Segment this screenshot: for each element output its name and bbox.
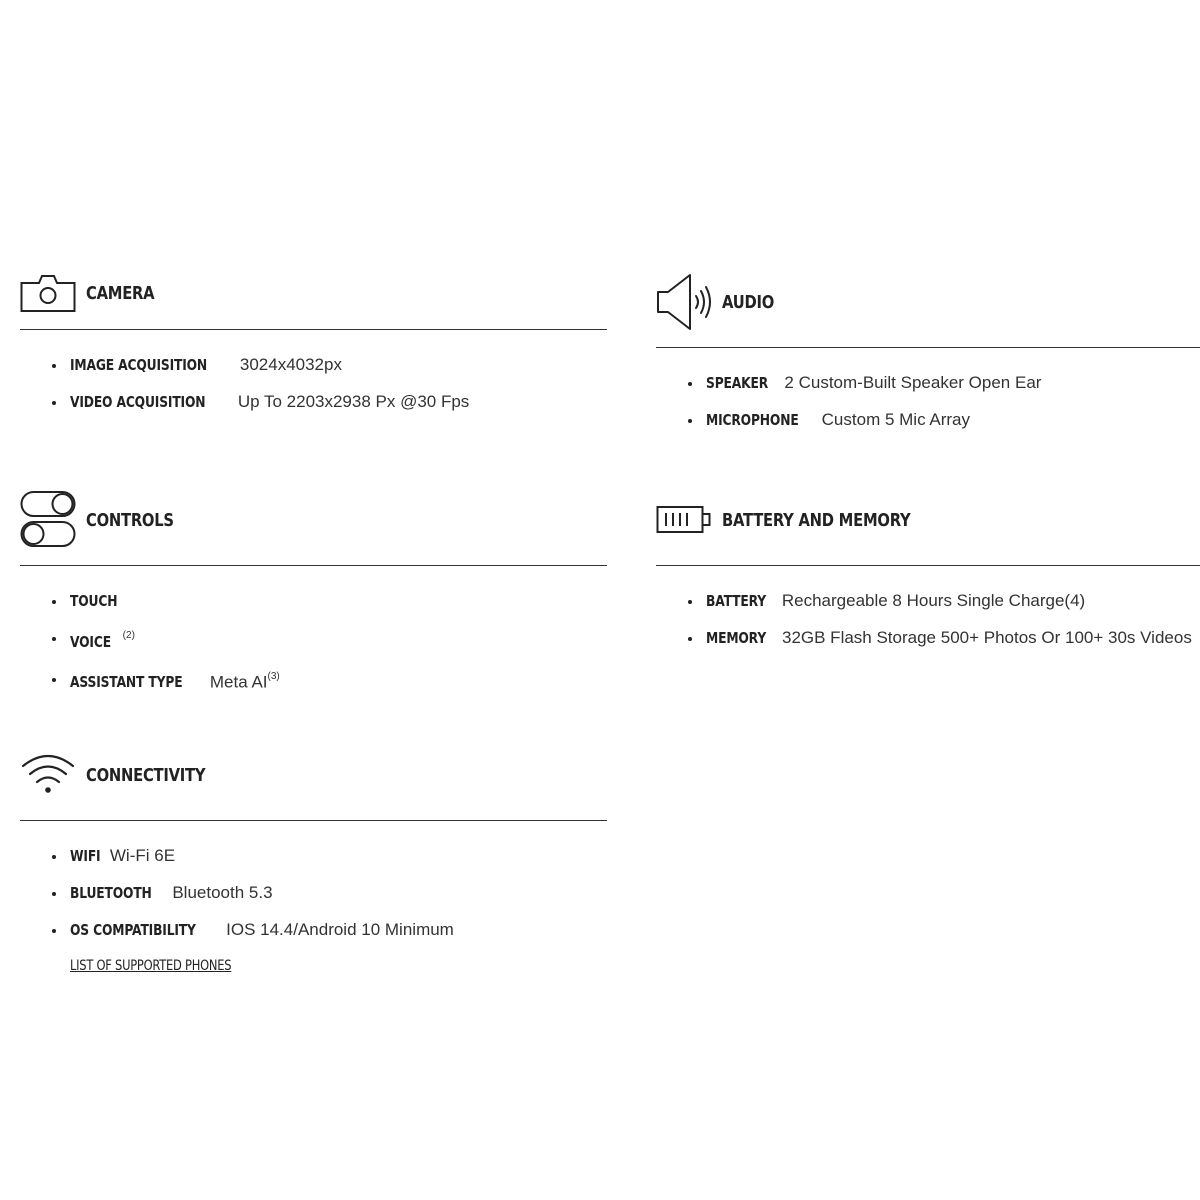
speaker-icon (656, 272, 712, 332)
spec-value: Meta AI (209, 672, 268, 692)
list-item (656, 591, 1200, 611)
connectivity-section (20, 752, 607, 940)
audio-section (656, 272, 1200, 430)
spec-label: VOICE (70, 632, 111, 651)
battery-icon (656, 504, 712, 536)
spec-label: OS COMPATIBILITY (70, 921, 196, 939)
spec-value: 3024x4032px (239, 355, 342, 374)
section-title: CONNECTIVITY (86, 764, 206, 786)
list-item (20, 846, 607, 866)
spec-label: ASSISTANT TYPE (70, 673, 183, 692)
spec-value: IOS 14.4/Android 10 Minimum (226, 920, 454, 939)
camera-icon (20, 273, 76, 313)
spec-value: Bluetooth 5.3 (172, 883, 273, 902)
spec-value: 2 Custom-Built Speaker Open Ear (784, 373, 1042, 392)
list-item (656, 628, 1200, 648)
section-title: BATTERY AND MEMORY (722, 509, 911, 531)
spec-label: MEMORY (706, 629, 767, 647)
section-title: CAMERA (86, 282, 155, 304)
list-item (20, 669, 607, 693)
list-item (20, 355, 607, 375)
wifi-icon (20, 752, 76, 798)
section-title: CONTROLS (86, 509, 174, 531)
divider (20, 565, 607, 566)
footnote-ref: (2) (122, 630, 135, 641)
divider (656, 565, 1200, 566)
footnote-ref: (3) (267, 670, 280, 682)
list-item (656, 410, 1200, 430)
spec-value: Up To 2203x2938 Px @30 Fps (237, 392, 470, 411)
spec-label: VIDEO ACQUISITION (70, 393, 206, 411)
spec-label: TOUCH (70, 592, 118, 610)
divider (20, 820, 607, 821)
spec-value: Rechargeable 8 Hours Single Charge(4) (781, 591, 1086, 610)
spec-value: Custom 5 Mic Array (821, 410, 970, 429)
list-item (20, 920, 607, 940)
section-title: AUDIO (722, 291, 775, 313)
camera-section (20, 272, 607, 412)
spec-label: BATTERY (706, 592, 766, 610)
spec-label: MICROPHONE (706, 411, 799, 429)
divider (656, 347, 1200, 348)
spec-value: 32GB Flash Storage 500+ Photos Or 100+ 30s Videos (781, 628, 1192, 647)
battery-memory-section (656, 504, 1200, 648)
spec-label: WIFI (70, 847, 101, 865)
spec-label: BLUETOOTH (70, 884, 152, 902)
supported-phones-link[interactable]: LIST OF SUPPORTED PHONES (70, 958, 232, 974)
divider (20, 329, 607, 330)
list-item (656, 373, 1200, 393)
list-item (20, 628, 607, 652)
controls-section (20, 490, 607, 692)
list-item (20, 392, 607, 412)
list-item (20, 883, 607, 903)
spec-label: IMAGE ACQUISITION (70, 356, 208, 374)
toggle-switches-icon (20, 490, 76, 550)
spec-value: Wi-Fi 6E (109, 846, 176, 865)
spec-label: SPEAKER (706, 374, 769, 392)
list-item (20, 591, 607, 611)
